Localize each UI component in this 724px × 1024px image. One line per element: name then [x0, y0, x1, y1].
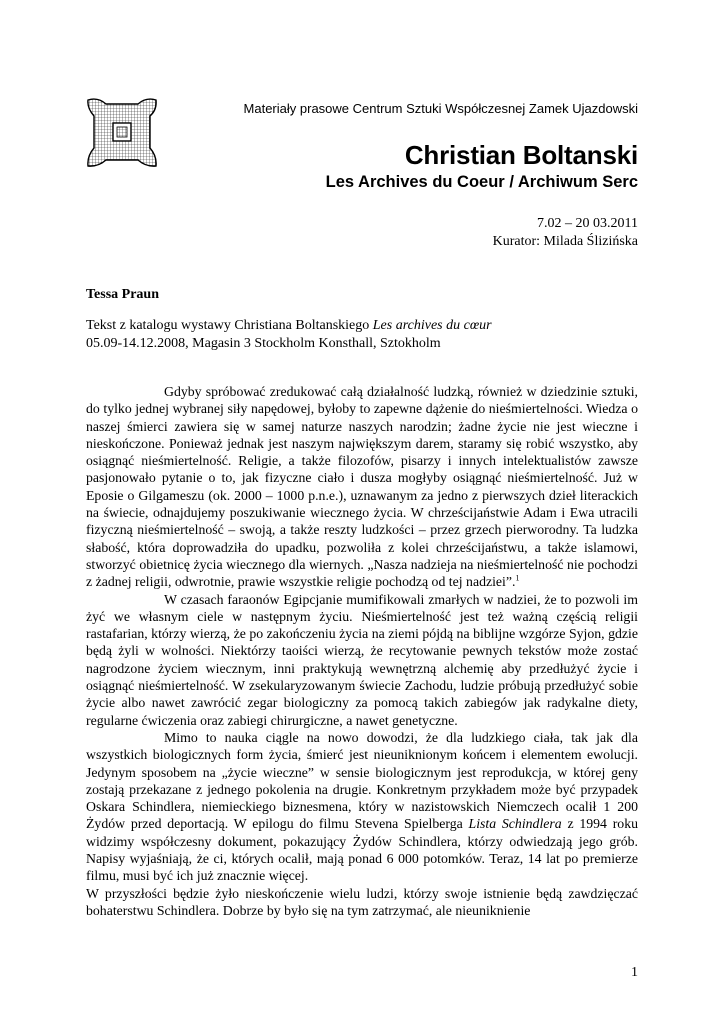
footnote-ref: 1: [515, 573, 520, 583]
paragraph-1-text: Gdyby spróbować zredukować całą działalność ludzką, również w dziedzinie sztuki, do tylko jednej wybranej siły napędowej, byłoby to zapewne dążenie do nieśmiertelności. Wiedza o naszej śmierci zawiera się w samej naturze naszych narodzin; żadne życie nie jest wieczne i nieskończone. Ponieważ jednak jest naszym największym darem, staramy się robić wszystko, aby osiągnąć nieśmiertelność. Religie, a także filozofów, pisarzy i innych intelektualistów zawsze pasjonowało pytanie o to, jak fizyczne ciało i dusza mogłyby osiągnąć nieśmiertelność. Już w Eposie o Gilgameszu (ok. 2000 – 1000 p.n.e.), uznawanym za jedno z pierwszych dzieł literackich na świecie, odnajdujemy poszukiwanie wiecznego życia. W chrześcijaństwie Adam i Ewa utracili fizyczną nieśmiertelność – swoją, a także reszty ludzkości – przez grzech pierworodny. Ta ludzka słabość, która doprowadziła do upadku, pozwoliła z kolei chrześcijaństwu, a także islamowi, stworzyć obietnicę życia wiecznego dla wiernych. „Nasza nadzieja na nieśmiertelność nie pochodzi z żadnej religii, odwrotnie, prawie wszystkie religie pochodzą od tej nadziei”.: [86, 384, 638, 590]
source-line-2: 05.09-14.12.2008, Magasin 3 Stockholm Konsthall, Sztokholm: [86, 336, 441, 351]
paragraph-3: [86, 729, 638, 885]
author-name: Tessa Praun: [86, 287, 160, 302]
source-prefix: Tekst z katalogu wystawy Christiana Boltanskiego: [86, 318, 373, 333]
exhibition-subtitle: Les Archives du Coeur / Archiwum Serc: [325, 173, 638, 191]
article-body: [86, 383, 638, 919]
paragraph-3-text-a: Mimo to nauka ciągle na nowo dowodzi, że dla ludzkiego ciała, tak jak dla wszystkich biologicznych form życia, śmierć jest nieuniknionym końcem i elementem ewolucji. Jedynym sposobem na „życie wieczne” w sensie biologicznym jest reprodukcja, w której geny zostają przekazane z jednego pokolenia na drugie. Konkretnym przykładem może być przypadek Oskara Schindlera, niemieckiego biznesmena, który w nazistowskich Niemczech ocalił 1 200 Żydów przed deportacją. W epilogu do filmu Stevena Spielberga: [86, 729, 638, 832]
paragraph-3-text-b: z 1994 roku widzimy współczesny dokument, pokazujący Żydów Schindlera, którzy odwiedzają jego grób. Napisy wyjaśniają, że ci, których ocalił, mają ponad 6 000 potomków. Teraz, 14 lat po premierze filmu, musi być ich już znacznie więcej.: [86, 816, 638, 884]
paragraph-4: W przyszłości będzie żyło nieskończenie wielu ludzi, którzy swoje istnienie będą zawdzięczać bohaterstwu Schindlera. Dobrze by było się na tym zatrzymać, ale nieuniknienie: [86, 885, 638, 918]
paragraph-1: [86, 383, 638, 591]
source-line-1: [86, 318, 492, 334]
castle-grid-logo-icon: [86, 96, 158, 168]
catalog-title: Les archives du cœur: [372, 318, 492, 333]
page-number: 1: [631, 965, 638, 980]
paragraph-2: W czasach faraonów Egipcjanie mumifikowali zmarłych w nadziei, że to pozwoli im żyć we własnym ciele w następnym życiu. Nieśmiertelność jest też ważną częścią religii rastafarian, którzy wierzą, że po zakończeniu życia na ziemi pójdą na biblijne wzgórze Syjon, gdzie będą żyli w wolności. Niektórzy taoiści wierzą, że recytowanie pewnych tekstów może zostać nagrodzone życiem wiecznym, inni praktykują wewnętrzną alchemię aby przedłużyć życie i osiągnąć nieśmiertelność. W zsekularyzowanym świecie Zachodu, ludzie próbują przedłużyć sobie życie albo nawet zawrócić zegar biologiczny za pomocą takich zabiegów jak radykalne diety, regularne ćwiczenia oraz zabiegi chirurgiczne, a nawet genetyczne.: [86, 591, 638, 728]
exhibition-dates: 7.02 – 20 03.2011: [537, 216, 638, 231]
film-title: Lista Schindlera: [468, 816, 562, 832]
curator-line: Kurator: Milada Ślizińska: [492, 234, 638, 249]
page-title: Christian Boltanski: [404, 140, 638, 170]
institution-line: Materiały prasowe Centrum Sztuki Współczesnej Zamek Ujazdowski: [243, 101, 638, 116]
